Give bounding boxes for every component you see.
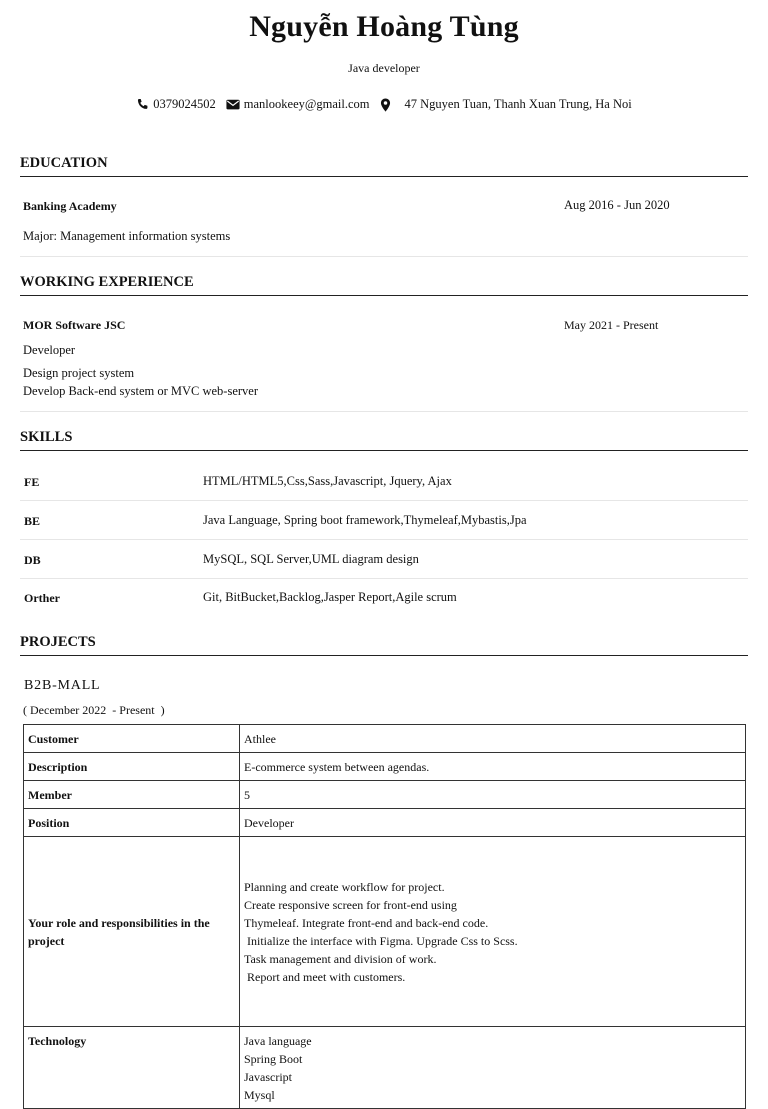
- description-label: Description: [24, 753, 240, 781]
- member-value: 5: [240, 781, 746, 809]
- experience-position: Developer: [23, 343, 76, 357]
- education-school: Banking Academy: [23, 199, 117, 213]
- table-row: [24, 837, 746, 1027]
- member-label: Member: [24, 781, 240, 809]
- projects-heading: PROJECTS: [20, 634, 748, 656]
- skill-row: [20, 501, 748, 540]
- role-line: Initialize the interface with Figma. Upgrade Css to Scss.: [244, 934, 518, 948]
- education-start: Aug 2016: [564, 198, 614, 212]
- contact-phone: [136, 97, 216, 112]
- customer-value: Athlee: [240, 725, 746, 753]
- role-line: Task management and division of work.: [244, 952, 437, 966]
- technology-line: Javascript: [244, 1070, 292, 1084]
- education-divider: [20, 256, 748, 257]
- skill-key: BE: [24, 514, 41, 528]
- phone-icon: [136, 98, 149, 111]
- position-label: Position: [24, 809, 240, 837]
- skill-row: [20, 462, 748, 501]
- contact-bar: [0, 97, 768, 112]
- position-value: Developer: [240, 809, 746, 837]
- project-name: B2B-MALL: [24, 678, 101, 693]
- role-label: Your role and responsibilities in the project: [24, 837, 240, 1027]
- customer-label: Customer: [24, 725, 240, 753]
- experience-divider: [20, 411, 748, 412]
- education-heading: EDUCATION: [20, 155, 748, 177]
- contact-email: [226, 97, 370, 112]
- experience-end: Present: [623, 318, 659, 332]
- role-line: Planning and create workflow for project.: [244, 880, 445, 894]
- skill-value: HTML/HTML5,Css,Sass,Javascript, Jquery, Ajax: [203, 474, 452, 488]
- project-period: ( December 2022 - Present ): [23, 703, 165, 717]
- skills-heading: SKILLS: [20, 429, 748, 451]
- candidate-name: Nguyễn Hoàng Tùng: [249, 10, 519, 43]
- experience-desc-2: Develop Back-end system or MVC web-server: [23, 384, 259, 398]
- phone-number: 0379024502: [153, 97, 216, 111]
- table-row: [24, 781, 746, 809]
- address: 47 Nguyen Tuan, Thanh Xuan Trung, Ha Noi: [404, 97, 632, 111]
- candidate-role: Java developer: [348, 61, 420, 75]
- role-line: Thymeleaf. Integrate front-end and back-end code.: [244, 916, 489, 930]
- skill-row: [20, 540, 748, 579]
- project-details-table: [23, 724, 746, 1109]
- description-value: E-commerce system between agendas.: [240, 753, 746, 781]
- skill-row: [20, 578, 748, 616]
- table-row: [24, 1027, 746, 1109]
- education-sep: -: [616, 198, 621, 212]
- experience-heading: WORKING EXPERIENCE: [20, 274, 748, 296]
- role-line: Report and meet with customers.: [244, 970, 406, 984]
- envelope-icon: [226, 99, 240, 110]
- education-end: Jun 2020: [624, 198, 670, 212]
- skill-key: FE: [24, 475, 40, 489]
- education-major: Major: Management information systems: [23, 229, 231, 243]
- role-value: [240, 837, 746, 1027]
- skill-key: DB: [24, 553, 41, 567]
- technology-line: Mysql: [244, 1088, 275, 1102]
- table-row: [24, 809, 746, 837]
- technology-line: Java language: [244, 1034, 312, 1048]
- role-line: Create responsive screen for front-end using: [244, 898, 457, 912]
- experience-company: MOR Software JSC: [23, 318, 126, 332]
- experience-desc-1: Design project system: [23, 366, 135, 380]
- skill-key: Orther: [24, 591, 60, 605]
- technology-line: Spring Boot: [244, 1052, 303, 1066]
- map-marker-icon: [380, 98, 391, 112]
- skill-value: Git, BitBucket,Backlog,Jasper Report,Agile scrum: [203, 590, 457, 604]
- email-address: manlookeey@gmail.com: [243, 97, 370, 111]
- technology-value: [240, 1027, 746, 1109]
- skill-value: MySQL, SQL Server,UML diagram design: [203, 552, 419, 566]
- skill-value: Java Language, Spring boot framework,Thymeleaf,Mybastis,Jpa: [203, 513, 527, 527]
- table-row: [24, 725, 746, 753]
- experience-sep: -: [616, 318, 620, 332]
- contact-address: [380, 97, 632, 112]
- experience-start: May 2021: [564, 318, 613, 332]
- experience-period: [564, 318, 658, 333]
- education-period: [564, 198, 670, 213]
- technology-label: Technology: [24, 1027, 240, 1109]
- table-row: [24, 753, 746, 781]
